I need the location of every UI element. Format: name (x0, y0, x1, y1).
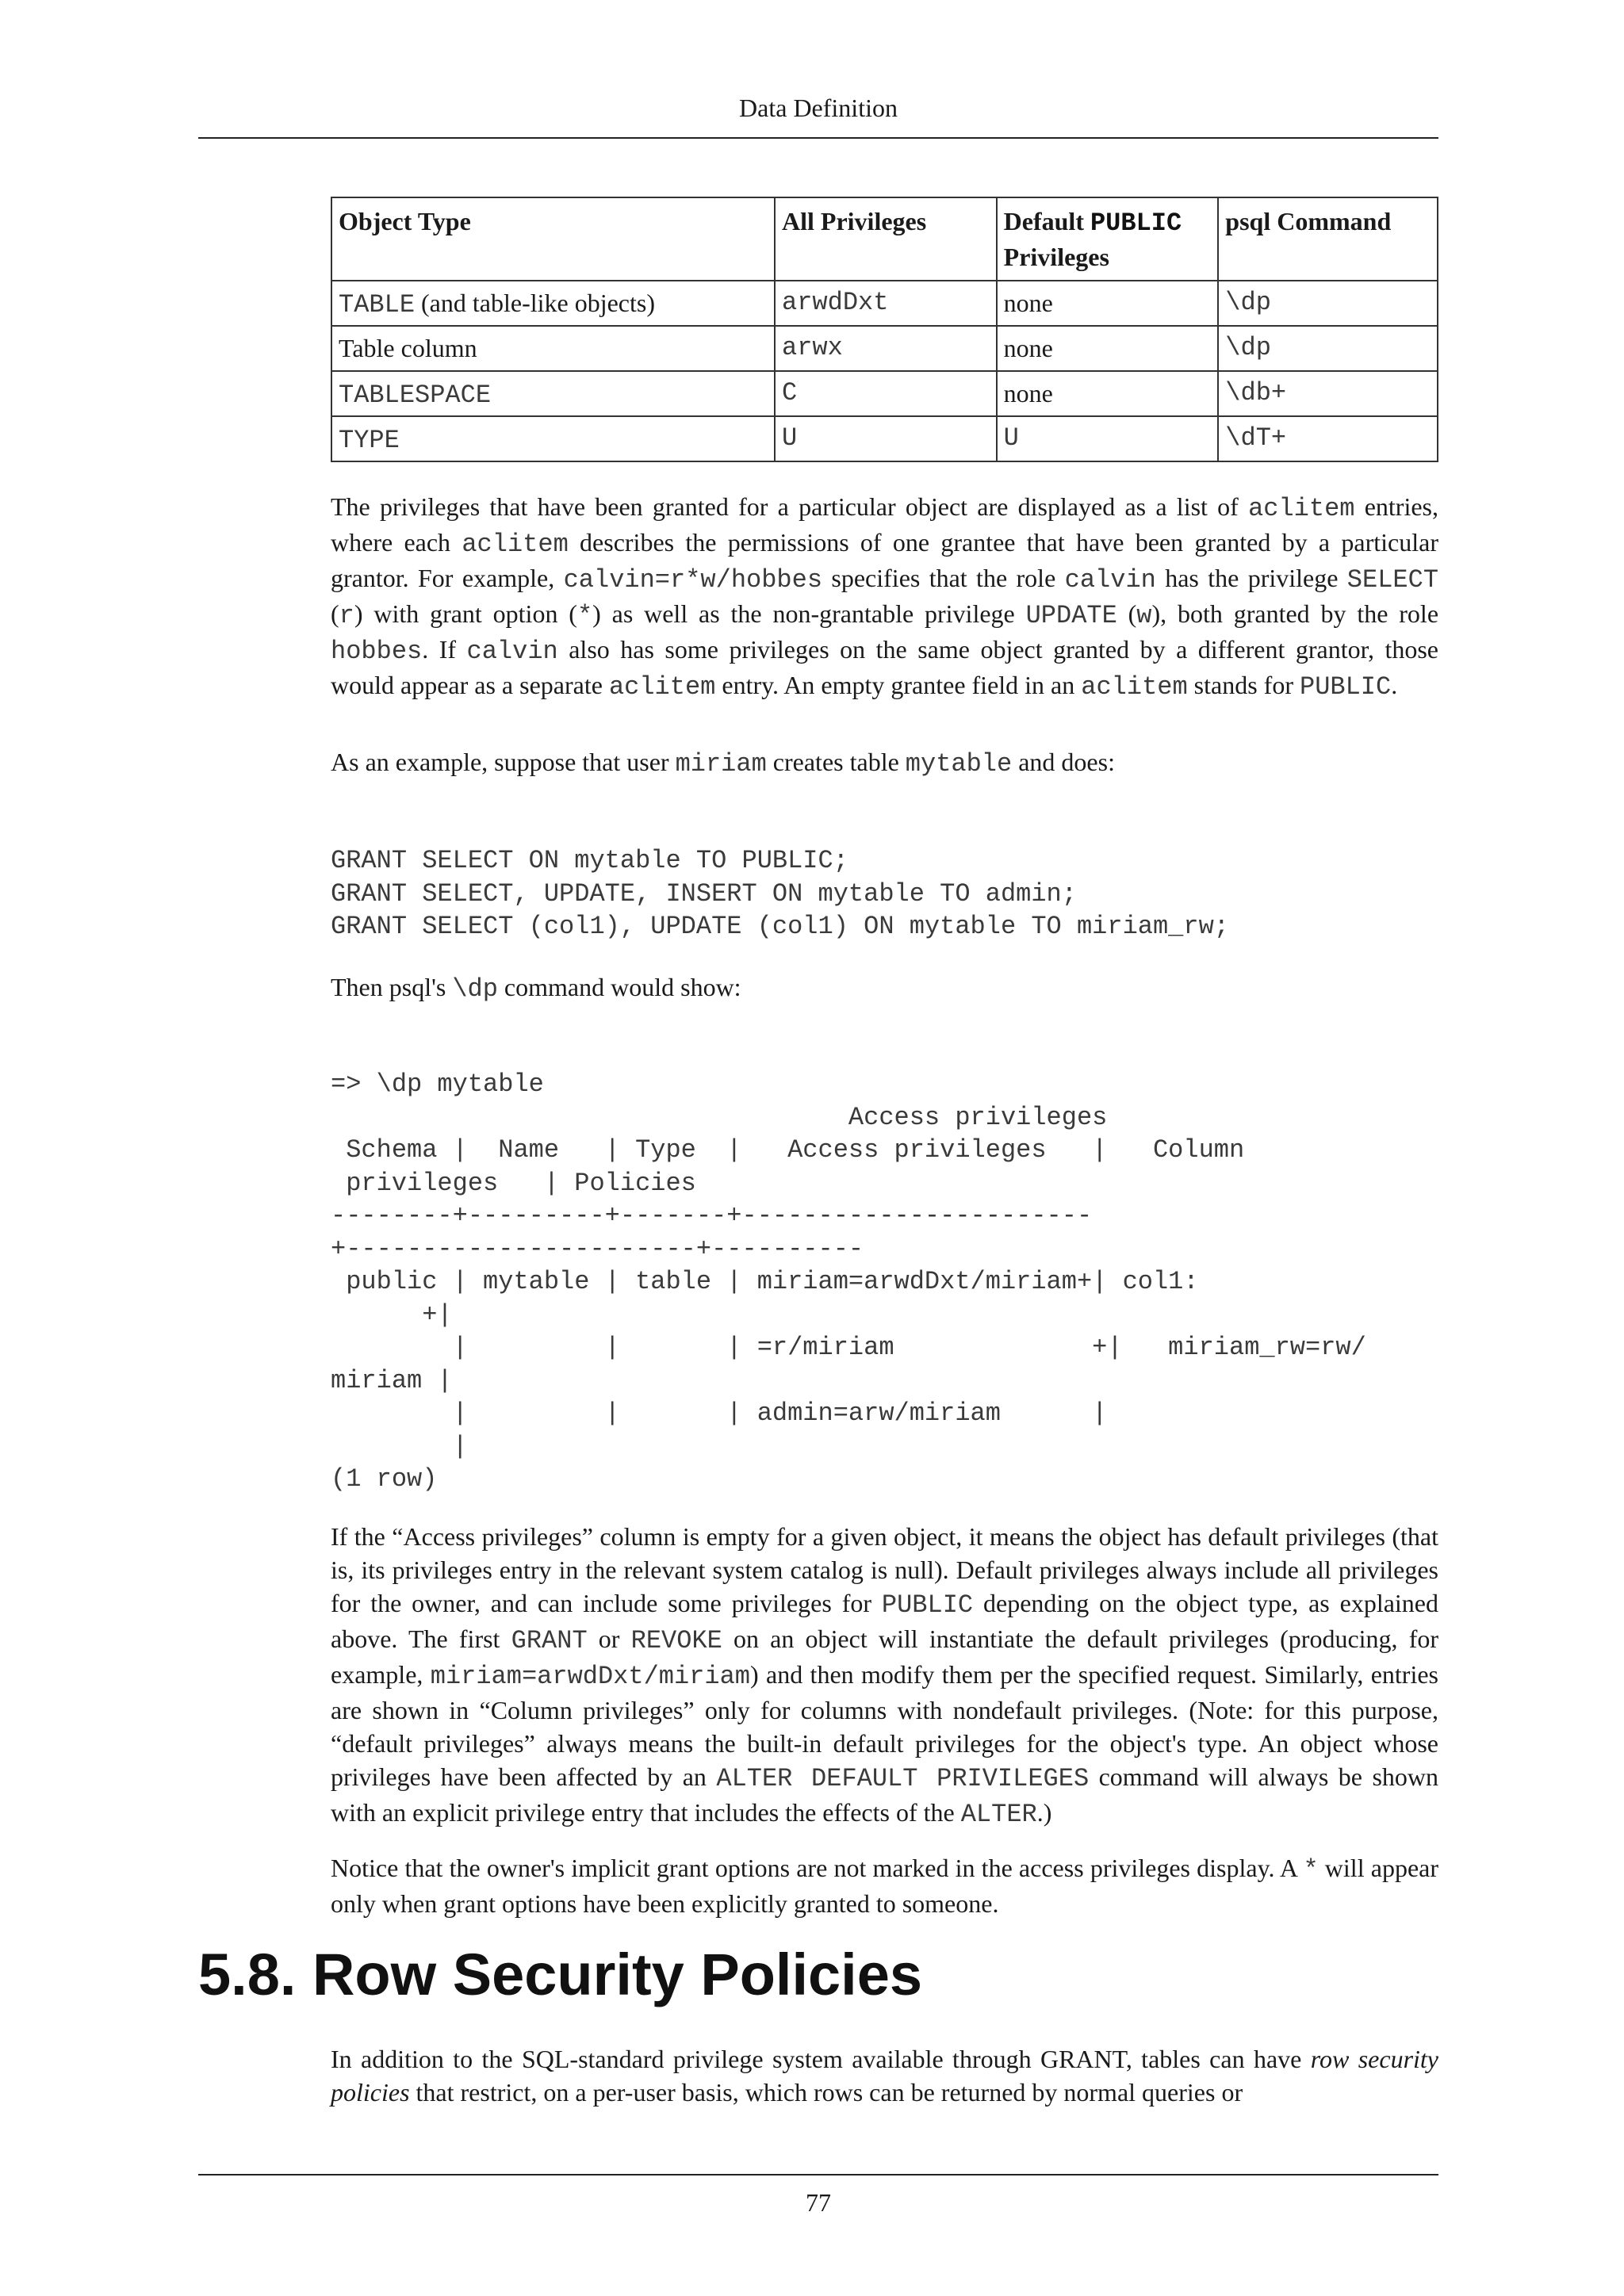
inline-code: aclitem (1081, 672, 1188, 702)
grant-code-listing: GRANT SELECT ON mytable TO PUBLIC; GRANT SELECT, UPDATE, INSERT ON mytable TO admin; GRANT SELECT (col1), UPDATE (col1) ON mytable TO miriam_rw; (331, 846, 1229, 941)
psql-output-listing: => \dp mytable Access privileges Schema | Name | Type | Access privileges | Column privileges | Policies --------+---------+-------+----------------------- +-----------------------+---------- public | mytable | table | miriam=arwdDxt/miriam+| col1: +| | | | =r/miriam +| miriam_rw=rw/ miriam | | | | admin=arw/miriam | | (1 row) (331, 1070, 1366, 1494)
inline-code: calvin (466, 637, 558, 666)
inline-code: mytable (905, 749, 1013, 779)
text-run: As an example, suppose that user (331, 748, 676, 776)
grant-options-block (331, 1851, 1438, 1920)
psql-output-block (331, 1068, 1438, 1496)
object-type-text: Table column (339, 334, 477, 362)
inline-code: miriam (675, 749, 767, 779)
text-run: ) as well as the non-grantable privilege (592, 599, 1026, 628)
inline-code: PUBLIC (1299, 672, 1392, 702)
text-run: ( (1116, 599, 1137, 628)
inline-code: REVOKE (630, 1626, 722, 1655)
psql-command-cell: \dT+ (1218, 416, 1438, 461)
inline-code: PUBLIC (881, 1590, 974, 1620)
text-run: describes the permissions of one grantee that have been granted by a particular grantor. For example, (331, 528, 1439, 592)
text-run: creates table (766, 748, 906, 776)
header-all-privileges: All Privileges (775, 197, 997, 281)
text-run: ( (331, 599, 339, 628)
default-privileges-block (331, 1520, 1438, 1831)
text-run: depending on the object type, as explained above. The first (331, 1589, 1439, 1653)
section-heading: 5.8. Row Security Policies (198, 1942, 923, 2007)
inline-code: calvin=r*w/hobbes (563, 565, 823, 595)
default-privileges-cell: none (997, 326, 1219, 371)
example-intro-block (331, 745, 1438, 781)
object-type-code: TABLESPACE (339, 381, 492, 410)
object-type-text: (and table-like objects) (415, 289, 655, 317)
header-default-suffix: Privileges (1003, 243, 1109, 271)
default-privileges-cell: U (997, 416, 1219, 461)
default-privileges-cell: none (997, 281, 1219, 326)
all-privileges-cell: C (775, 371, 997, 416)
text-run: entries, where each (331, 492, 1439, 557)
text-run: Then psql's (331, 973, 453, 1001)
all-privileges-cell: U (775, 416, 997, 461)
text-run: ) with grant option ( (354, 599, 577, 628)
text-run: also has some privileges on the same object granted by a different grantor, those would appear as a separate (331, 635, 1438, 699)
inline-code: aclitem (462, 530, 569, 559)
text-run: command will always be shown with an explicit privilege entry that includes the effects of the (331, 1762, 1438, 1827)
object-type-code: TYPE (339, 426, 400, 455)
header-default-public: PUBLIC (1090, 209, 1182, 238)
header-divider (198, 137, 1438, 139)
privileges-table (331, 197, 1438, 462)
psql-intro-block (331, 970, 1438, 1006)
text-run: . If (422, 635, 467, 664)
text-run: .) (1036, 1798, 1052, 1827)
example-intro-paragraph (331, 745, 1438, 781)
text-run: In addition to the SQL-standard privilege system available through GRANT, tables can have (331, 2045, 1311, 2073)
running-header: Data Definition (739, 94, 898, 122)
default-privileges-cell: none (997, 371, 1219, 416)
emphasis-term: row security policies (331, 2045, 1439, 2107)
table-row (331, 416, 1438, 461)
inline-code: miriam=arwdDxt/miriam (430, 1662, 750, 1691)
inline-code: hobbes (331, 637, 423, 666)
text-run: and does: (1012, 748, 1115, 776)
object-type-cell (331, 416, 775, 461)
text-run: command would show: (497, 973, 741, 1001)
text-run: that restrict, on a per-user basis, which rows can be returned by normal queries or (409, 2078, 1243, 2107)
psql-command-cell: \dp (1218, 281, 1438, 326)
header-psql-command: psql Command (1218, 197, 1438, 281)
text-run: will appear only when grant options have been explicitly granted to someone. (331, 1854, 1439, 1918)
inline-code: aclitem (608, 672, 716, 702)
text-run: or (587, 1624, 631, 1653)
psql-command-cell: \db+ (1218, 371, 1438, 416)
table-header-row (331, 197, 1438, 281)
text-run: . (1391, 671, 1398, 699)
header-default-prefix: Default (1003, 207, 1090, 235)
inline-code: aclitem (1248, 494, 1355, 523)
footer-divider (198, 2174, 1438, 2175)
row-security-intro-paragraph (331, 2042, 1438, 2109)
inline-code: * (576, 601, 593, 630)
table-row (331, 281, 1438, 326)
inline-code: ALTER (960, 1800, 1037, 1829)
object-type-cell (331, 281, 775, 326)
psql-command-cell: \dp (1218, 326, 1438, 371)
page-number: 77 (806, 2188, 831, 2217)
grant-options-paragraph (331, 1851, 1438, 1920)
default-privileges-paragraph (331, 1520, 1438, 1831)
table-row (331, 326, 1438, 371)
object-type-cell (331, 326, 775, 371)
aclitem-paragraph-block (331, 490, 1438, 704)
inline-code: ALTER DEFAULT PRIVILEGES (716, 1764, 1090, 1793)
header-object-type: Object Type (331, 197, 775, 281)
inline-code: GRANT (511, 1626, 588, 1655)
text-run: ) and then modify them per the specified request. Similarly, entries are shown in “Column privileges” only for columns with nondefault privileges. (Note: for this purpose, “default privileges” always means the built-in default privileges for the object's type. An object whose privileges have been affected by an (331, 1660, 1438, 1791)
text-run: entry. An empty grantee field in an (715, 671, 1082, 699)
text-run: has the privilege (1155, 564, 1347, 592)
aclitem-paragraph (331, 490, 1438, 704)
inline-code: \dp (452, 974, 498, 1004)
text-run: on an object will instantiate the default privileges (producing, for example, (331, 1624, 1439, 1689)
inline-code: calvin (1064, 565, 1156, 595)
all-privileges-cell: arwdDxt (775, 281, 997, 326)
all-privileges-cell: arwx (775, 326, 997, 371)
inline-code: * (1303, 1855, 1319, 1885)
text-run: The privileges that have been granted for a particular object are displayed as a list of (331, 492, 1249, 521)
inline-code: SELECT (1346, 565, 1439, 595)
text-run: If the “Access privileges” column is empty for a given object, it means the object has default privileges (that is, its privileges entry in the relevant system catalog is null). Default privileges always include all privileges for the owner, and can include some privileges for (331, 1522, 1438, 1617)
psql-intro-paragraph (331, 970, 1438, 1006)
text-run: specifies that the role (822, 564, 1065, 592)
row-security-intro-block (331, 2042, 1438, 2109)
text-run: ), both granted by the role (1151, 599, 1439, 628)
object-type-cell (331, 371, 775, 416)
inline-code: UPDATE (1025, 601, 1117, 630)
inline-code: r (339, 601, 354, 630)
text-run: stands for (1187, 671, 1300, 699)
grant-code-block (331, 844, 1438, 943)
inline-code: w (1136, 601, 1152, 630)
text-run: Notice that the owner's implicit grant options are not marked in the access privileges display. A (331, 1854, 1304, 1882)
header-default-privileges (997, 197, 1219, 281)
table-row (331, 371, 1438, 416)
object-type-code: TABLE (339, 290, 416, 320)
